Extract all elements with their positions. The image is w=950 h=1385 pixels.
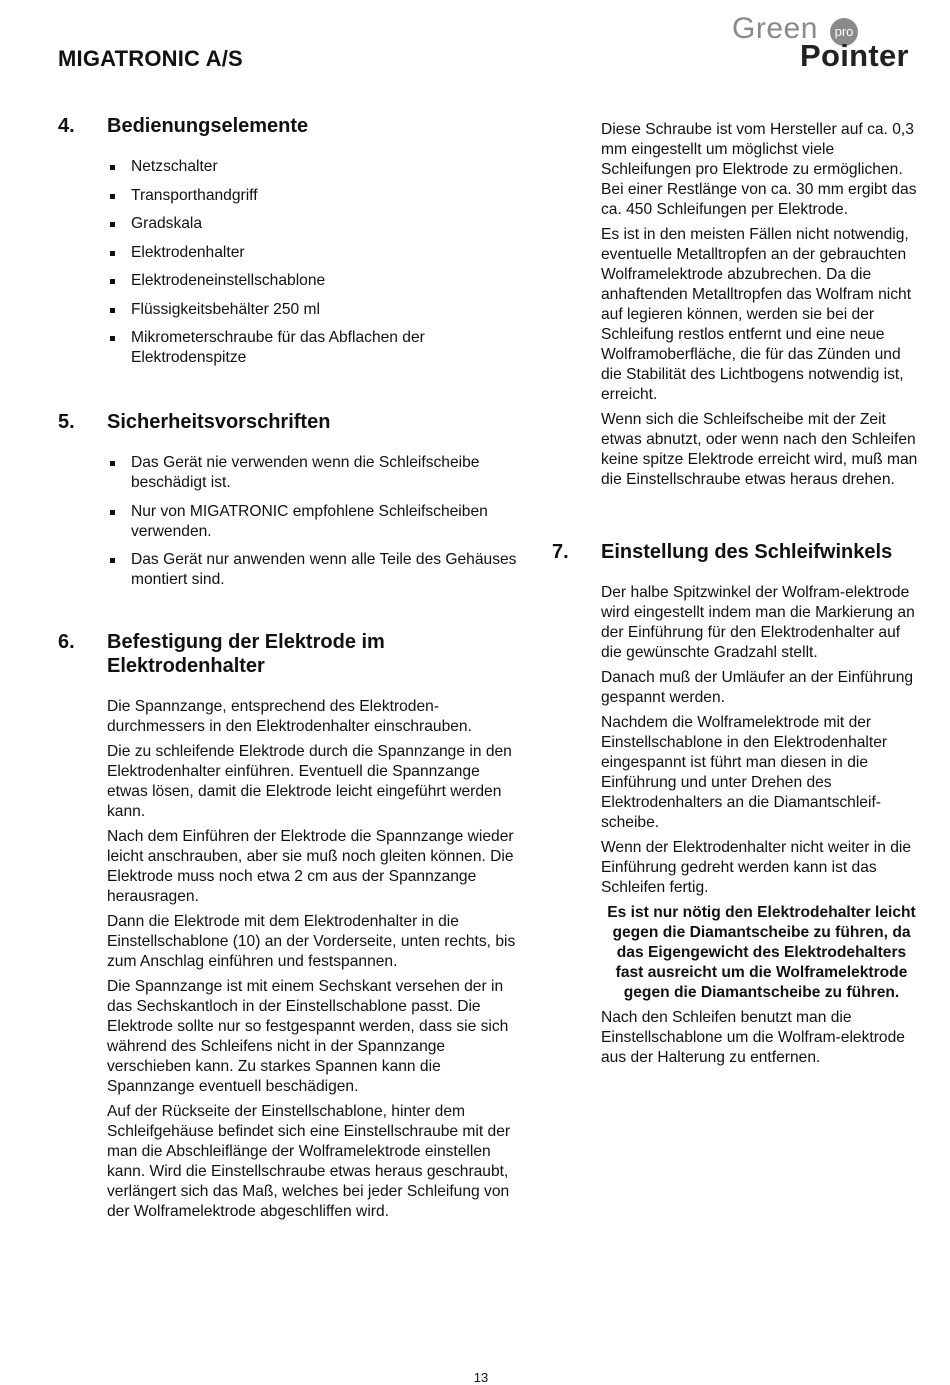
paragraph: Die Spannzange ist mit einem Sechskant versehen der in das Sechskantloch in der Einstellschablone passt. Die Elektrode sollte nur so festgespannt werden, dass sie sich während des Schleifens nicht in der Spannzange verschieben kann. Zu starkes Spannen kann die Spannzange eventuell beschädigen. xyxy=(107,978,509,1095)
greenpointer-logo xyxy=(730,8,920,73)
list-item-text: Elektrodenhalter xyxy=(131,243,245,261)
controls-list xyxy=(58,157,518,368)
list-item xyxy=(108,157,518,177)
bullet-square-icon xyxy=(110,222,115,227)
list-item-text: Transporthandgriff xyxy=(131,186,258,204)
list-item xyxy=(108,550,518,590)
section-4-heading xyxy=(58,114,518,138)
list-item xyxy=(108,186,518,206)
list-item xyxy=(108,502,518,542)
list-item-text: Flüssigkeitsbehälter 250 ml xyxy=(131,300,320,318)
section-6-continued xyxy=(552,120,922,490)
paragraph: Dann die Elektrode mit dem Elektrodenhalter in die Einstellschablone (10) an der Vorderseite, unten rechts, bis zum Anschlag einführen und festspannen. xyxy=(107,913,516,970)
bullet-square-icon xyxy=(110,510,115,515)
paragraph: Nach den Schleifen benutzt man die Einstellschablone um die Wolfram-elektrode aus der Halterung zu entfernen. xyxy=(601,1009,905,1066)
list-item-text: Elektrodeneinstellschablone xyxy=(131,272,326,289)
bullet-square-icon xyxy=(110,194,115,199)
list-item-text: Das Gerät nur anwenden wenn alle Teile des Gehäuses montiert sind. xyxy=(131,551,517,588)
bullet-square-icon xyxy=(110,558,115,563)
paragraph: Der halbe Spitzwinkel der Wolfram-elektrode wird eingestellt indem man die Markierung an der Einführung für den Elektrodenhalter auf die gewünschte Gradzahl stellt. xyxy=(601,584,915,661)
section-number: 4. xyxy=(58,115,75,137)
bullet-square-icon xyxy=(110,308,115,313)
paragraph: Die zu schleifende Elektrode durch die Spannzange in den Elektrodenhalter einführen. Eventuell die Spannzange etwas lösen, damit die Elektrode leicht eingeführt werden kann. xyxy=(107,743,512,820)
bullet-square-icon xyxy=(110,461,115,466)
list-item-text: Das Gerät nie verwenden wenn die Schleifscheibe beschädigt ist. xyxy=(131,454,480,491)
company-name: MIGATRONIC A/S xyxy=(58,46,243,71)
paragraph: Wenn sich die Schleifscheibe mit der Zeit etwas abnutzt, oder wenn nach den Schleifen keine spitze Elektrode erreicht wird, muß man die Einstellschraube etwas heraus drehen. xyxy=(601,411,918,488)
section-6-body xyxy=(58,697,518,1222)
list-item xyxy=(108,243,518,263)
paragraph: Nach dem Einführen der Elektrode die Spannzange wieder leicht anschrauben, aber sie muß noch gleiten können. Die Elektrode muss noch etwa 2 cm aus der Spannzange herausragen. xyxy=(107,828,514,905)
list-item-text: Nur von MIGATRONIC empfohlene Schleifscheiben verwenden. xyxy=(131,502,488,540)
list-item xyxy=(108,328,518,368)
section-7-heading xyxy=(552,540,922,564)
right-column xyxy=(552,120,922,1073)
list-item xyxy=(108,300,518,320)
paragraph: Auf der Rückseite der Einstellschablone, hinter dem Schleifgehäuse befindet sich eine Einstellschraube mit der man die Abschleiflänge der Wolframelektrode einstellen kann. Wird die Einstellschraube etwas heraus geschraubt, verlängert sich das Maß, welches bei jeder Schleifung von der Wolframelektrode abgeschliffen wird. xyxy=(107,1103,511,1220)
paragraph: Es ist in den meisten Fällen nicht notwendig, eventuelle Metalltropfen an der gebrauchten Wolframelektrode abzubrechen. Da die anhaftenden Metalltropfen das Wolfram nicht auf legieren können, werden sie bei der Schleifung restlos entfernt und eine neue Wolframoberfläche, die für das Zünden und die Stabilität des Lichtbogens notwendig ist, erreicht. xyxy=(601,226,912,403)
logo-green-text: Green xyxy=(732,12,818,45)
safety-list xyxy=(58,453,518,590)
bullet-square-icon xyxy=(110,336,115,341)
bullet-square-icon xyxy=(110,165,115,170)
paragraph: Diese Schraube ist vom Hersteller auf ca. 0,3 mm eingestellt um möglichst viele Schleifungen pro Elektrode zu ermöglichen. Bei einer Restlänge von ca. 30 mm ergibt das ca. 450 Schleifungen per Elektrode. xyxy=(601,121,917,218)
paragraph: Die Spannzange, entsprechend des Elektroden-durchmessers in den Elektrodenhalter einschrauben. xyxy=(107,698,472,735)
paragraph: Wenn der Elektrodenhalter nicht weiter in die Einführung gedreht werden kann ist das Schleifen fertig. xyxy=(601,839,912,896)
important-note: Es ist nur nötig den Elektrodehalter leicht gegen die Diamantscheibe zu führen, da das Eigengewicht des Elektrodehalters fast ausreicht um die Wolframelektrode gegen die Diamantscheibe zu führen. xyxy=(607,904,916,1001)
logo-pointer-text: Pointer xyxy=(800,38,909,73)
logo-pro-badge: pro xyxy=(830,18,858,46)
section-number: 5. xyxy=(58,411,75,433)
section-5-heading xyxy=(58,410,518,434)
list-item-text: Netzschalter xyxy=(131,158,218,175)
list-item-text: Mikrometerschraube für das Abflachen der Elektrodenspitze xyxy=(131,329,425,366)
page-number: 13 xyxy=(473,1370,489,1385)
list-item xyxy=(108,271,518,291)
list-item xyxy=(108,453,518,493)
section-number: 6. xyxy=(58,631,75,653)
section-title: Befestigung der Elektrode im Elektrodenhalter xyxy=(107,631,385,677)
left-column xyxy=(58,112,518,1227)
list-item-text: Gradskala xyxy=(131,215,203,232)
section-title: Sicherheitsvorschriften xyxy=(107,411,331,433)
paragraph: Nachdem die Wolframelektrode mit der Einstellschablone in den Elektrodenhalter eingespannt ist führt man diesen in die Einführung und unter Drehen des Elektrodenhalters an die Diamantschleif-scheibe. xyxy=(601,714,888,831)
section-number: 7. xyxy=(552,541,569,563)
list-item xyxy=(108,214,518,234)
paragraph: Danach muß der Umläufer an der Einführung gespannt werden. xyxy=(601,669,914,706)
bullet-square-icon xyxy=(110,251,115,256)
section-7-body xyxy=(552,583,922,1068)
section-6-heading xyxy=(58,630,518,678)
section-title: Einstellung des Schleifwinkels xyxy=(601,541,893,563)
bullet-square-icon xyxy=(110,279,115,284)
section-title: Bedienungselemente xyxy=(107,115,309,137)
